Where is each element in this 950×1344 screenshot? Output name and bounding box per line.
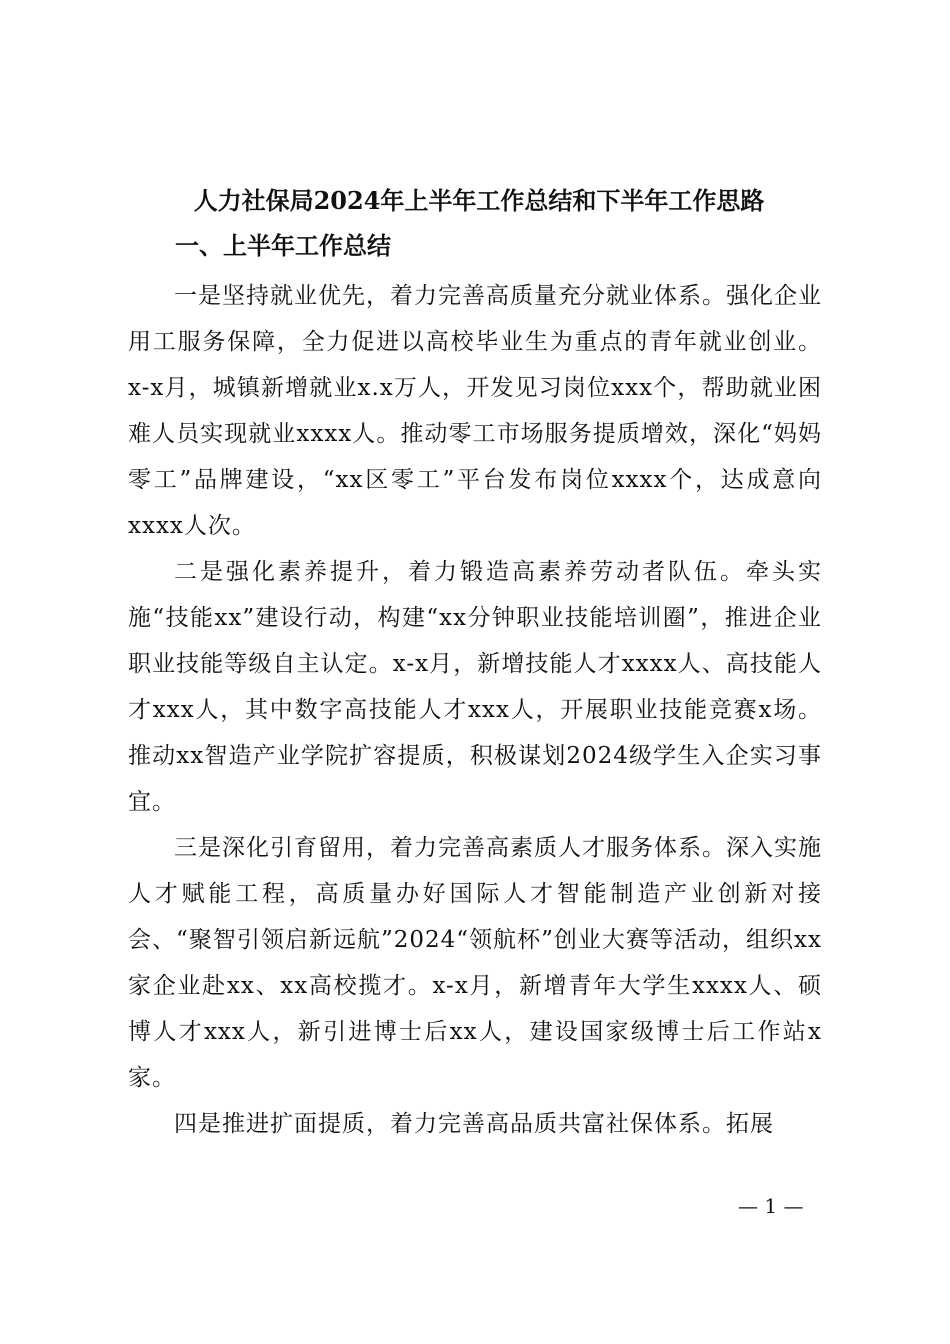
section-heading: 一、上半年工作总结 (175, 232, 391, 260)
page-number: — 1 — (738, 1194, 804, 1218)
document-body (128, 273, 822, 1147)
document-title: 人力社保局2024年上半年工作总结和下半年工作思路 (193, 186, 765, 215)
paragraph: 二是强化素养提升，着力锻造高素养劳动者队伍。牵头实施“技能xx”建设行动，构建“xx分钟职业技能培训圈”，推进企业职业技能等级自主认定。x-x月，新增技能人才xxxx人、高技能人才xxx人，其中数字高技能人才xxx人，开展职业技能竞赛x场。推动xx智造产业学院扩容提质，积极谋划2024级学生入企实习事宜。 (128, 559, 822, 815)
paragraph: 三是深化引育留用，着力完善高素质人才服务体系。深入实施人才赋能工程，高质量办好国际人才智能制造产业创新对接会、“聚智引领启新远航”2024“领航杯”创业大赛等活动，组织xx家企业赴xx、xx高校揽才。x-x月，新增青年大学生xxxx人、硕博人才xxx人，新引进博士后xx人，建设国家级博士后工作站x家。 (128, 835, 822, 1091)
paragraph: 一是坚持就业优先，着力完善高质量充分就业体系。强化企业用工服务保障，全力促进以高校毕业生为重点的青年就业创业。x-x月，城镇新增就业x.x万人，开发见习岗位xxx个，帮助就业困难人员实现就业xxxx人。推动零工市场服务提质增效，深化“妈妈零工”品牌建设，“xx区零工”平台发布岗位xxxx个，达成意向xxxx人次。 (128, 283, 822, 539)
paragraph: 四是推进扩面提质，着力完善高品质共富社保体系。拓展 (174, 1111, 774, 1137)
